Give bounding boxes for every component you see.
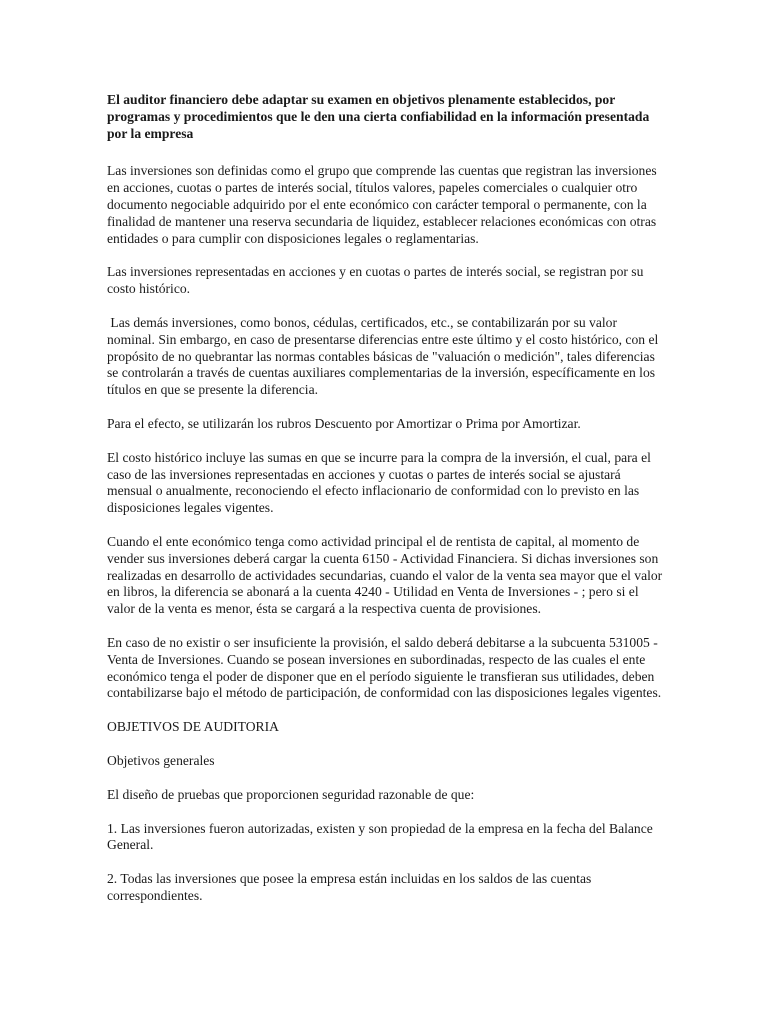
paragraph-provision: En caso de no existir o ser insuficiente la provisión, el saldo deberá debitarse a la subcuenta 531005 - Venta de Inversiones. Cuando se posean inversiones en subordinadas, respecto de las cuales el ente económico tenga el poder de disponer que en el período siguiente le transfieran sus utilidades, deben contabilizarse bajo el método de participación, de conformidad con las disposiciones legales vigentes. [107,634,662,701]
paragraph-rentista: Cuando el ente económico tenga como actividad principal el de rentista de capital, al momento de vender sus inversiones deberá cargar la cuenta 6150 - Actividad Financiera. Si dichas inversiones son realizadas en desarrollo de actividades secundarias, cuando el valor de la venta sea mayor que el valor en libros, la diferencia se abonará a la cuenta 4240 - Utilidad en Venta de Inversiones - ; pero si el valor de la venta es menor, ésta se cargará a la respectiva cuenta de provisiones. [107,533,663,617]
section-heading-objetivos: OBJETIVOS DE AUDITORIA [107,719,279,735]
document-page [107,92,663,922]
paragraph-discount-premium: Para el efecto, se utilizarán los rubros Descuento por Amortizar o Prima por Amortizar. [107,415,581,431]
list-item-1: 1. Las inversiones fueron autorizadas, existen y son propiedad de la empresa en la fecha del Balance General. [107,820,653,853]
paragraph-cost-includes: El costo histórico incluye las sumas en que se incurre para la compra de la inversión, el cual, para el caso de las inversiones representadas en acciones y cuotas o partes de interés social se ajustará mensual o anualmente, reconociendo el efecto inflacionario de conformidad con lo previsto en las disposiciones legales vigentes. [107,449,651,516]
paragraph-test-design: El diseño de pruebas que proporcionen seguridad razonable de que: [107,786,475,802]
paragraph-other-investments: Las demás inversiones, como bonos, cédulas, certificados, etc., se contabilizarán por su valor nominal. Sin embargo, en caso de presentarse diferencias entre este último y el costo histórico, con el propósito de no quebrantar las normas contables básicas de "valuación o medición", tales diferencias se controlarán a través de cuentas auxiliares complementarias de la inversión, específicamente en los títulos en que se presente la diferencia. [107,314,662,398]
paragraph-definition: Las inversiones son definidas como el grupo que comprende las cuentas que registran las inversiones en acciones, cuotas o partes de interés social, títulos valores, papeles comerciales o cualquier otro documento negociable adquirido por el ente económico con carácter temporal o permanente, con la finalidad de mantener una reserva secundaria de liquidez, establecer relaciones económicas con otras entidades o para cumplir con disposiciones legales o reglamentarias. [107,163,657,246]
document-title: El auditor financiero debe adaptar su examen en objetivos plenamente establecidos, por programas y procedimientos que le den una cierta confiabilidad en la información presentada por la empresa [107,92,650,141]
subheading-objetivos-generales: Objetivos generales [107,752,215,768]
list-item-2: 2. Todas las inversiones que posee la empresa están incluidas en los saldos de las cuentas correspondientes. [107,871,592,903]
paragraph-historical-cost: Las inversiones representadas en acciones y en cuotas o partes de interés social, se registran por su costo histórico. [107,264,644,297]
